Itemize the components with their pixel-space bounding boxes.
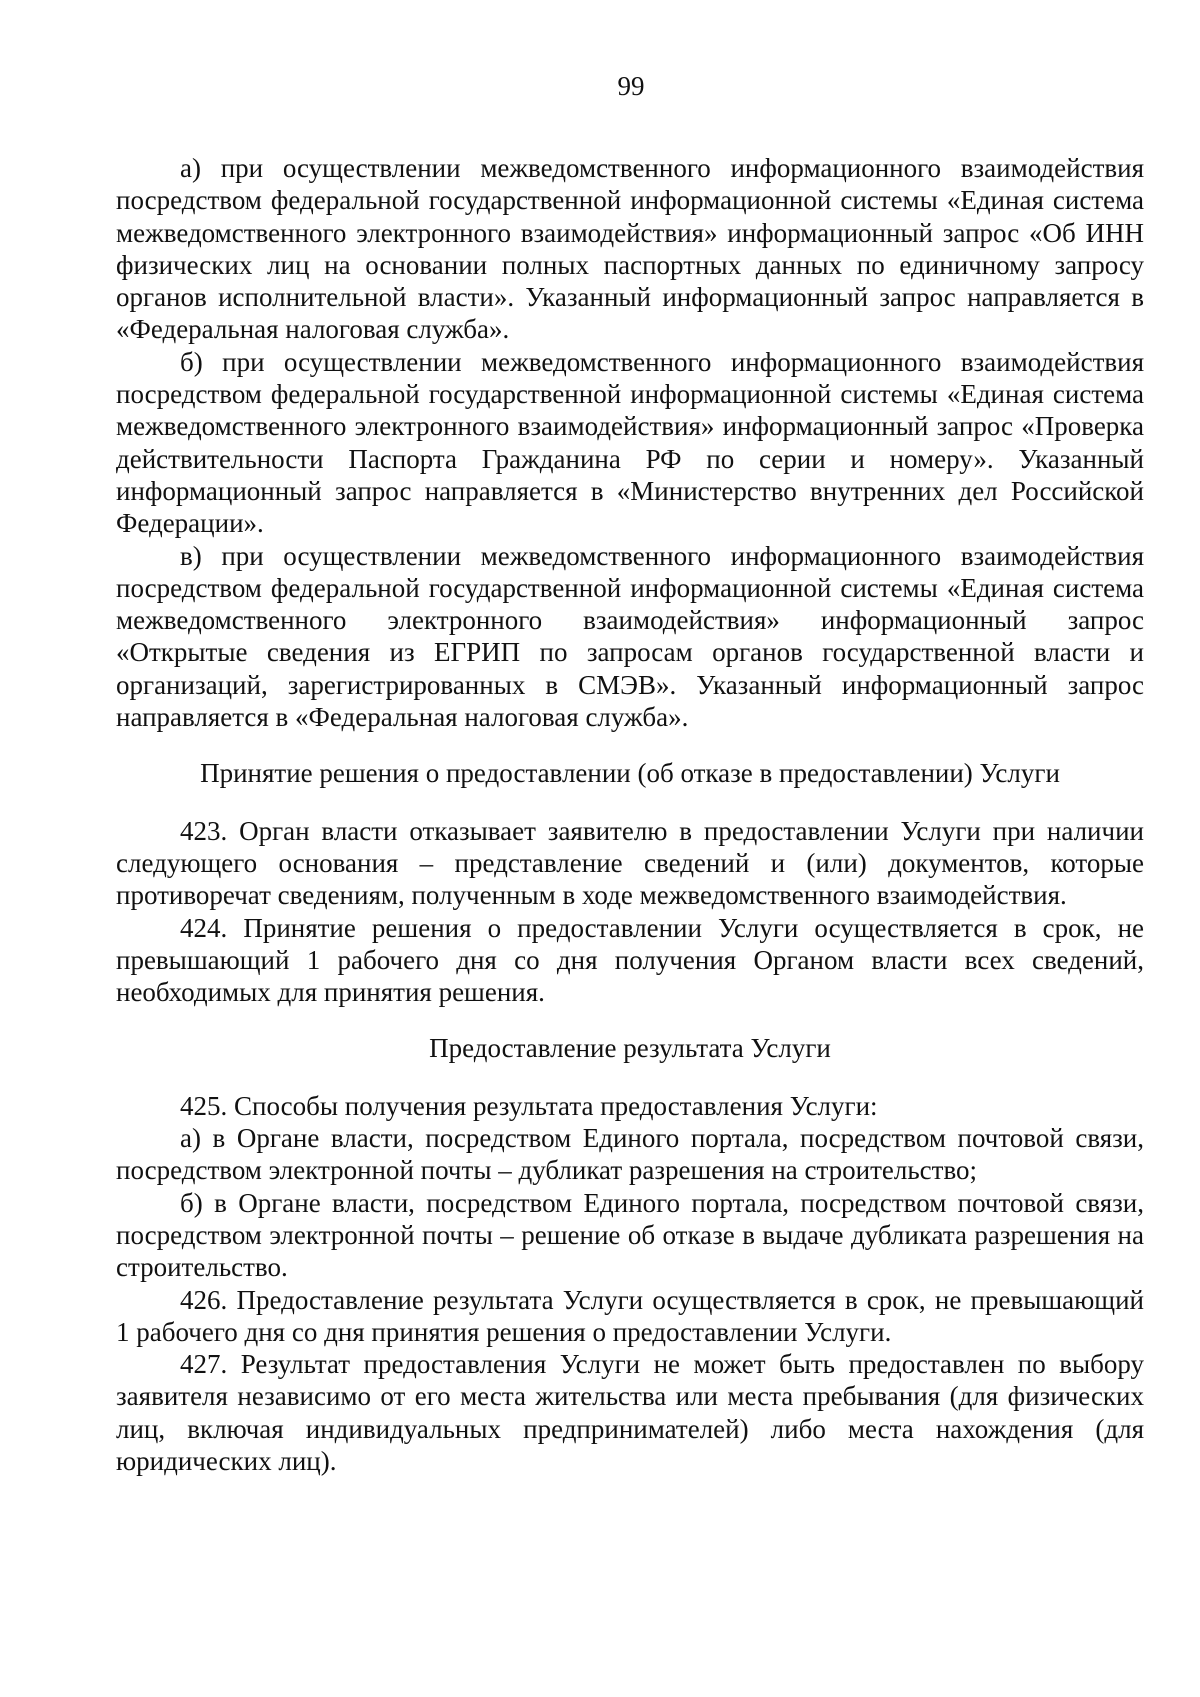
intro-item-b: б) при осуществлении межведомственного информационного взаимодействия посредством федеральной государственной информационной системы «Единая система межведомственного электронного взаимодействия» информационный запрос «Проверка действительности Паспорта Гражданина РФ по серии и номеру». Указанный информационный запрос направляется в «Министерство внутренних дел Российской Федерации».: [116, 346, 1144, 539]
paragraph-425-a: а) в Органе власти, посредством Единого портала, посредством почтовой связи, посредством электронной почты – дубликат разрешения на строительство;: [116, 1123, 1144, 1186]
paragraph-425-b: б) в Органе власти, посредством Единого портала, посредством почтовой связи, посредством электронной почты – решение об отказе в выдаче дубликата разрешения на строительство.: [116, 1187, 1144, 1283]
section-heading-decision: Принятие решения о предоставлении (об отказе в предоставлении) Услуги: [200, 758, 1060, 789]
paragraph-425: 425. Способы получения результата предоставления Услуги:: [180, 1090, 878, 1121]
paragraph-423: 423. Орган власти отказывает заявителю в предоставлении Услуги при наличии следующего основания – представление сведений и (или) документов, которые противоречат сведениям, полученным в ходе межведомственного взаимодействия.: [116, 815, 1144, 911]
page-number: 99: [617, 71, 645, 101]
intro-item-a: а) при осуществлении межведомственного информационного взаимодействия посредством федеральной государственной информационной системы «Единая система межведомственного электронного взаимодействия» информационный запрос «Об ИНН физических лиц на основании полных паспортных данных по единичному запросу органов исполнительной власти». Указанный информационный запрос направляется в «Федеральная налоговая служба».: [116, 153, 1144, 345]
intro-item-c: в) при осуществлении межведомственного информационного взаимодействия посредством федеральной государственной информационной системы «Единая система межведомственного электронного взаимодействия» информационный запрос «Открытые сведения из ЕГРИП по запросам органов государственной власти и организаций, зарегистрированных в СМЭВ». Указанный информационный запрос направляется в «Федеральная налоговая служба».: [116, 540, 1144, 733]
paragraph-426: 426. Предоставление результата Услуги осуществляется в срок, не превышающий 1 рабочего дня со дня принятия решения о предоставлении Услуги.: [116, 1284, 1144, 1347]
document-body: [116, 152, 1144, 1477]
section-heading-result: Предоставление результата Услуги: [429, 1033, 831, 1064]
paragraph-424: 424. Принятие решения о предоставлении Услуги осуществляется в срок, не превышающий 1 рабочего дня со дня получения Органом власти всех сведений, необходимых для принятия решения.: [116, 912, 1144, 1008]
paragraph-427: 427. Результат предоставления Услуги не может быть предоставлен по выбору заявителя независимо от его места жительства или места пребывания (для физических лиц, включая индивидуальных предпринимателей) либо места нахождения (для юридических лиц).: [116, 1349, 1144, 1476]
